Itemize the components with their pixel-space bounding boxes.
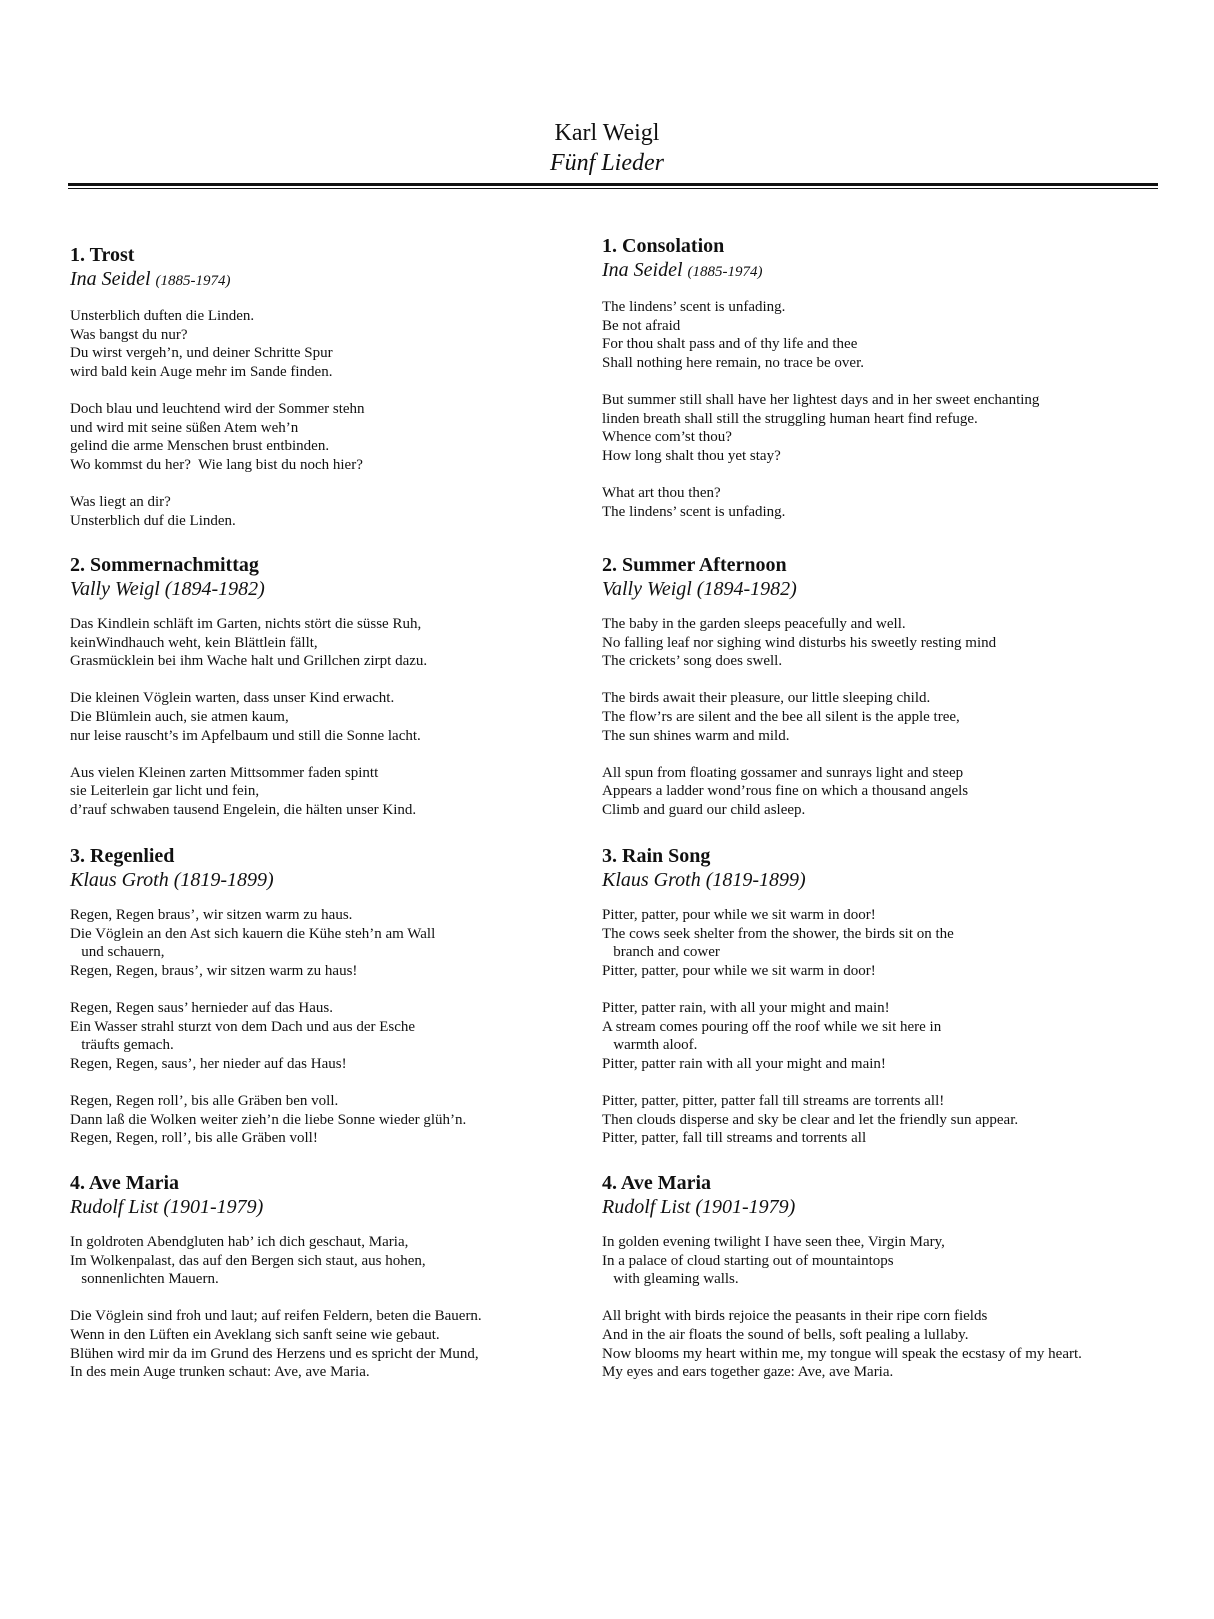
song-2-english <box>602 553 1162 838</box>
poet-name: Ina Seidel <box>70 268 156 290</box>
song-2-german <box>70 553 630 838</box>
stanza <box>602 999 1162 1073</box>
stanza <box>602 906 1162 980</box>
verse-line: Pitter, patter, pour while we sit warm in door! <box>602 962 876 979</box>
composer-name: Karl Weigl <box>554 120 660 146</box>
verse-line: keinWindhauch weht, kein Blättlein fällt, <box>70 634 318 651</box>
song-title: 2. Sommernachmittag <box>70 554 259 576</box>
stanza <box>602 484 1162 521</box>
verse-line: Regen, Regen, saus’, her nieder auf das Haus! <box>70 1055 347 1072</box>
song-title: 1. Consolation <box>602 235 725 257</box>
verse-line: gelind die arme Menschen brust entbinden. <box>70 438 330 455</box>
song-title: 4. Ave Maria <box>602 1172 712 1194</box>
poet-name: Vally Weigl (1894-1982) <box>70 578 265 600</box>
verse-line: Now blooms my heart within me, my tongue will speak the ecstasy of my heart. <box>602 1345 1082 1362</box>
song-4-german <box>70 1171 630 1400</box>
poet-name: Vally Weigl (1894-1982) <box>602 578 797 600</box>
verse-line: For thou shalt pass and of thy life and thee <box>602 336 858 353</box>
poet-name: Rudolf List (1901-1979) <box>602 1196 796 1218</box>
verse-line: sie Leiterlein gar licht und fein, <box>70 783 260 800</box>
verse-line: Aus vielen Kleinen zarten Mittsommer faden spintt <box>70 764 379 781</box>
verse-line: Die Vöglein sind froh und laut; auf reifen Feldern, beten die Bauern. <box>70 1308 482 1325</box>
stanza <box>70 615 630 671</box>
header-rule-thin <box>68 188 1158 189</box>
song-3-english <box>602 844 1162 1166</box>
stanza <box>70 999 630 1073</box>
verse-line: Pitter, patter, pitter, patter fall till streams are torrents all! <box>602 1092 945 1109</box>
stanzas <box>602 906 1162 1148</box>
poet-name: Klaus Groth (1819-1899) <box>602 869 806 891</box>
verse-line: In a palace of cloud starting out of mountaintops <box>602 1252 894 1269</box>
verse-line: Unsterblich duften die Linden. <box>70 308 255 324</box>
verse-line: No falling leaf nor sighing wind disturbs his sweetly resting mind <box>602 634 997 651</box>
stanzas <box>70 906 630 1148</box>
stanza <box>70 906 630 980</box>
verse-line: Be not afraid <box>602 317 681 334</box>
song-1-english <box>602 234 1162 540</box>
poet-line <box>602 258 1162 284</box>
poet-years: (1885-1974) <box>155 273 231 289</box>
verse-line: Pitter, patter rain with all your might and main! <box>602 1055 886 1072</box>
verse-line: Regen, Regen, roll’, bis alle Gräben voll! <box>70 1130 318 1147</box>
verse-line: My eyes and ears together gaze: Ave, ave Maria. <box>602 1364 894 1381</box>
verse-line: Pitter, patter rain, with all your might and main! <box>602 999 890 1016</box>
verse-line: How long shalt thou yet stay? <box>602 447 781 464</box>
verse-line: sonnenlichten Mauern. <box>70 1271 219 1288</box>
verse-line: Regen, Regen roll’, bis alle Gräben ben voll. <box>70 1092 339 1109</box>
stanza <box>70 493 630 530</box>
stanza <box>70 764 630 820</box>
verse-line: Doch blau und leuchtend wird der Sommer stehn <box>70 400 365 417</box>
poet-years: (1885-1974) <box>687 264 763 280</box>
poet-line <box>70 267 630 293</box>
verse-line: branch and cower <box>602 944 720 961</box>
verse-line: A stream comes pouring off the roof while we sit here in <box>602 1018 942 1035</box>
song-4-english <box>602 1171 1162 1400</box>
stanza <box>70 1307 630 1381</box>
verse-line: Regen, Regen, braus’, wir sitzen warm zu haus! <box>70 962 358 979</box>
verse-line: with gleaming walls. <box>602 1271 739 1288</box>
verse-line: nur leise rauscht’s im Apfelbaum und still die Sonne lacht. <box>70 727 421 744</box>
song-title: 2. Summer Afternoon <box>602 554 787 576</box>
stanzas <box>602 615 1162 820</box>
stanza <box>602 764 1162 820</box>
verse-line: Whence com’st thou? <box>602 429 732 446</box>
stanza <box>70 307 630 381</box>
verse-line: Regen, Regen saus’ hernieder auf das Haus. <box>70 999 333 1016</box>
verse-line: Climb and guard our child asleep. <box>602 801 806 818</box>
verse-line: Blühen wird mir da im Grund des Herzens und es spricht der Mund, <box>70 1345 479 1362</box>
song-title: 3. Regenlied <box>70 845 175 867</box>
verse-line: linden breath shall still the struggling human heart find refuge. <box>602 410 978 427</box>
poet-name: Rudolf List (1901-1979) <box>70 1196 264 1218</box>
verse-line: All bright with birds rejoice the peasants in their ripe corn fields <box>602 1308 988 1325</box>
work-title: Fünf Lieder <box>550 150 664 176</box>
verse-line: Die kleinen Vöglein warten, dass unser Kind erwacht. <box>70 690 395 707</box>
verse-line: und wird mit seine süßen Atem weh’n <box>70 419 299 436</box>
verse-line: wird bald kein Auge mehr im Sande finden. <box>70 363 333 380</box>
verse-line: The lindens’ scent is unfading. <box>602 299 786 315</box>
stanzas <box>602 298 1162 521</box>
verse-line: Regen, Regen braus’, wir sitzen warm zu haus. <box>70 907 353 923</box>
verse-line: Appears a ladder wond’rous fine on which a thousand angels <box>602 783 969 800</box>
stanza <box>602 298 1162 372</box>
poet-name: Klaus Groth (1819-1899) <box>70 869 274 891</box>
verse-line: Wo kommst du her? Wie lang bist du noch hier? <box>70 456 363 473</box>
verse-line: In goldroten Abendgluten hab’ ich dich geschaut, Maria, <box>70 1234 409 1250</box>
stanza <box>602 615 1162 671</box>
verse-line: And in the air floats the sound of bells, soft pealing a lullaby. <box>602 1326 969 1343</box>
stanza <box>70 400 630 474</box>
header-rule-thick <box>68 183 1158 186</box>
verse-line: Unsterblich duf die Linden. <box>70 512 236 529</box>
verse-line: Wenn in den Lüften ein Aveklang sich sanft seine wie gebaut. <box>70 1326 440 1343</box>
stanzas <box>70 615 630 820</box>
verse-line: Du wirst vergeh’n, und deiner Schritte Spur <box>70 345 333 362</box>
verse-line: und schauern, <box>70 944 165 961</box>
verse-line: Was liegt an dir? <box>70 493 171 510</box>
stanza <box>70 1092 630 1148</box>
stanzas <box>70 1233 630 1382</box>
song-title: 4. Ave Maria <box>70 1172 180 1194</box>
song-title: 3. Rain Song <box>602 845 711 867</box>
song-3-german <box>70 844 630 1166</box>
verse-line: What art thou then? <box>602 484 721 501</box>
verse-line: The cows seek shelter from the shower, the birds sit on the <box>602 925 954 942</box>
stanza <box>602 1092 1162 1148</box>
stanza <box>602 1233 1162 1289</box>
verse-line: Then clouds disperse and sky be clear and let the friendly sun appear. <box>602 1111 1019 1128</box>
verse-line: Grasmücklein bei ihm Wache halt und Grillchen zirpt dazu. <box>70 653 428 670</box>
song-title: 1. Trost <box>70 244 135 266</box>
verse-line: träufts gemach. <box>70 1037 174 1054</box>
verse-line: Die Vöglein an den Ast sich kauern die Kühe steh’n am Wall <box>70 925 436 942</box>
song-1-german <box>70 243 630 549</box>
stanzas <box>602 1233 1162 1382</box>
poet-name: Ina Seidel <box>602 259 688 281</box>
verse-line: The lindens’ scent is unfading. <box>602 503 786 520</box>
stanza <box>70 1233 630 1289</box>
verse-line: Pitter, patter, pour while we sit warm in door! <box>602 907 876 923</box>
verse-line: The crickets’ song does swell. <box>602 653 783 670</box>
stanza <box>602 689 1162 745</box>
verse-line: Ein Wasser strahl sturzt von dem Dach und aus der Esche <box>70 1018 416 1035</box>
verse-line: Shall nothing here remain, no trace be over. <box>602 354 864 371</box>
stanza <box>70 689 630 745</box>
verse-line: All spun from floating gossamer and sunrays light and steep <box>602 764 964 781</box>
verse-line: In golden evening twilight I have seen thee, Virgin Mary, <box>602 1234 945 1250</box>
verse-line: Im Wolkenpalast, das auf den Bergen sich staut, aus hohen, <box>70 1252 426 1269</box>
verse-line: The sun shines warm and mild. <box>602 727 790 744</box>
verse-line: Das Kindlein schläft im Garten, nichts stört die süsse Ruh, <box>70 616 422 632</box>
verse-line: But summer still shall have her lightest days and in her sweet enchanting <box>602 391 1040 408</box>
verse-line: Pitter, patter, fall till streams and torrents all <box>602 1130 867 1147</box>
verse-line: The baby in the garden sleeps peacefully and well. <box>602 616 906 632</box>
stanzas <box>70 307 630 530</box>
verse-line: In des mein Auge trunken schaut: Ave, ave Maria. <box>70 1364 370 1381</box>
verse-line: Was bangst du nur? <box>70 326 188 343</box>
verse-line: The flow’rs are silent and the bee all silent is the apple tree, <box>602 708 960 725</box>
verse-line: The birds await their pleasure, our little sleeping child. <box>602 690 931 707</box>
verse-line: Dann laß die Wolken weiter zieh’n die liebe Sonne wieder glüh’n. <box>70 1111 467 1128</box>
verse-line: d’rauf schwaben tausend Engelein, die hälten unser Kind. <box>70 801 417 818</box>
stanza <box>602 1307 1162 1381</box>
verse-line: warmth aloof. <box>602 1037 698 1054</box>
stanza <box>602 391 1162 465</box>
verse-line: Die Blümlein auch, sie atmen kaum, <box>70 708 289 725</box>
